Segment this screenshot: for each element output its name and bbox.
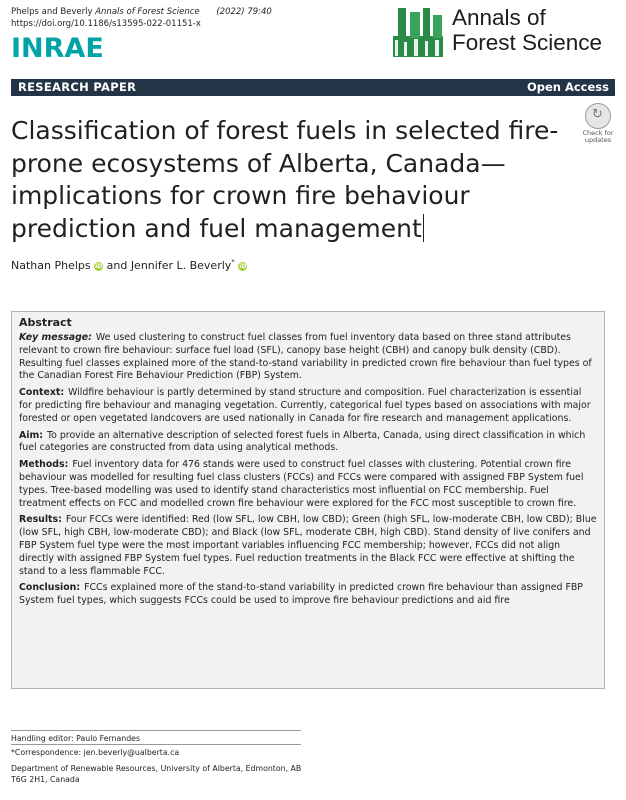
abstract-box [11,311,605,689]
check-updates-icon: ↻ [585,103,611,129]
article-type-label: RESEARCH PAPER [18,80,137,94]
section-label: Results: [19,514,62,526]
footnote-divider [11,730,301,731]
abstract-key-message [19,332,597,383]
orcid-icon[interactable]: iD [239,263,247,270]
section-label: Key message: [19,332,92,343]
citation-header [11,6,272,30]
handling-editor: Handling editor: Paulo Fernandes [11,734,141,743]
section-label: Methods: [19,459,69,471]
abstract-conclusion [19,582,597,608]
section-text: Four FCCs were identified: Red (low SFL, low CBH, low CBD); Green (high SFL, low-moderate CBH, low CBD); Blue (low SFL, high CBH, low-moderate CBD); and Black (low SFL, moderate CBH, high CBD). Stand density of live conifers and FBP System fuel type were the most important variables influencing FCC membership; however, FCCs did not align directly with assigned FBP System fuel types. Fuel reduction treatments in the Black FCC were effective at shifting the stand to a less flammable FCC. [19,514,597,577]
open-access-label: Open Access [526,80,609,94]
abstract-context [19,387,597,425]
affiliation-line: T6G 2H1, Canada [11,775,80,784]
citation-journal: Annals of Forest Science [95,7,200,17]
check-updates-label: Check for updates [582,129,614,144]
abstract-methods [19,459,597,510]
check-for-updates-button[interactable] [580,103,616,145]
inrae-logo: INRAE [11,33,104,64]
abstract-aim [19,430,597,456]
abstract-results [19,514,597,578]
section-text: Wildfire behaviour is partly determined by stand structure and composition. Fuel characterization is essential for predicting fire behaviour and managing vegetation. Currently, categorical fuel types based on associations with major forested or open vegetated landcovers are used nationally in Canada for fire research and management applications. [19,387,591,424]
correspondence[interactable]: *Correspondence: jen.beverly@ualberta.ca [11,748,180,757]
corresponding-mark: * [231,258,235,266]
section-text: We used clustering to construct fuel classes from fuel inventory data based on three stand attributes relevant to crown fire behaviour: surface fuel load (SFL), canopy base height (CBH) and canopy bulk density (CBD). Resulting fuel classes explained more of the stand-to-stand variability in predicted crown fire behaviour than fuel types of the Canadian Forest Fire Behaviour Prediction (FBP) System. [19,332,592,382]
journal-name-line2: Forest Science [452,29,603,55]
section-text: Fuel inventory data for 476 stands were used to construct fuel classes with clustering. Potential crown fire behaviour was modelled for resulting fuel class clusters (FCCs) and FCCs were compared with assigned FBP System fuel types. Tree-based modelling was used to identify stand characteristics most influential on FCC membership. Fuel treatment effects on FCC and modelled crown fire behaviour were explored for the FCC most susceptible to crown fire. [19,459,584,509]
author-line [11,258,247,272]
section-text: To provide an alternative description of selected forest fuels in Alberta, Canada, using direct classification in which fuel categories are constructed from data using analytical methods. [19,429,586,454]
article-title [11,115,576,245]
citation-doi[interactable]: https://doi.org/10.1186/s13595-022-01151-x [11,19,201,29]
author-connector: and [106,259,128,272]
citation-year-volume: (2022) 79:40 [216,7,272,17]
article-title-text: Classification of forest fuels in selected fire-prone ecosystems of Alberta, Canada—implications for crown fire behaviour prediction and fuel management [11,116,559,243]
footnote-divider [11,744,301,745]
journal-name-line1: Annals of [452,5,546,30]
abstract-heading: Abstract [19,316,72,329]
section-text: FCCs explained more of the stand-to-stand variability in predicted crown fire behaviour than assigned FBP System fuel types, which suggests FCCs could be used to improve fire behaviour predictions and aid fire [19,582,583,607]
section-label: Conclusion: [19,582,81,594]
affiliation-line: Department of Renewable Resources, University of Alberta, Edmonton, AB [11,764,302,773]
forest-logo-icon [392,6,444,58]
author-name[interactable]: Jennifer L. Beverly [130,259,232,272]
section-label: Aim: [19,429,43,441]
text-cursor [423,214,424,242]
footnotes [11,730,311,785]
section-label: Context: [19,387,65,399]
citation-authors: Phelps and Beverly [11,7,93,17]
author-name[interactable]: Nathan Phelps [11,259,91,272]
journal-name [452,6,602,55]
article-type-banner [11,79,615,96]
orcid-icon[interactable]: iD [95,263,103,270]
